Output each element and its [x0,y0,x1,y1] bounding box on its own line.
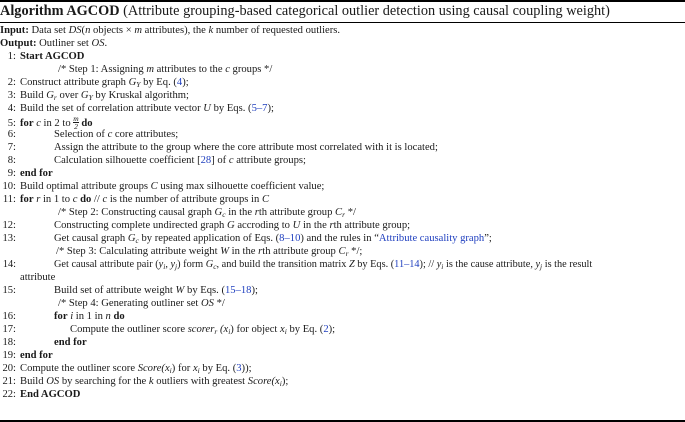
eq-ref-link[interactable]: 5–7 [251,103,268,114]
algorithm-description: (Attribute grouping-based categorical outlier detection using causal coupling weight) [123,3,610,19]
algorithm-name: Algorithm AGCOD [0,3,120,19]
line-20: 20: Compute the outliner score $Score(x_i)$ for $x_i$ by Eq. (3)); [2,363,252,375]
line-1: 1: Start AGCOD [7,51,85,62]
comment-step-4: /* Step 4: Generating outliner set OS */ [58,298,225,309]
line-5: 5: for c in 2 to $\frac{m}{2}$ do [7,114,93,131]
eq-ref-link[interactable]: 8–10 [279,233,301,244]
comment-step-1: /* Step 1: Assigning m attributes to the c groups */ [58,64,273,75]
header-rule [0,22,685,23]
line-9: 9: end for [7,168,53,179]
line-17: 17: Compute the outliner score scorer$_r$ $(x_i)$ for object $x_i$ by Eq. (2); [2,324,336,336]
line-16: 16: for i in 1 in n do [2,311,125,322]
line-8: 8: Calculation silhouette coefficient [28] of c attribute groups; [7,155,306,166]
eq-ref-link[interactable]: 15–18 [224,285,252,296]
line-3: 3: Build $G_r$ over $G_Y$ by Kruskal algorithm; [7,90,189,102]
section-ref-link[interactable]: Attribute causality graph [378,233,485,244]
input-line: Input: Data set DS(n objects × m attributes), the k number of requested outliers. [0,25,341,36]
eq-ref-link[interactable]: 2 [323,324,329,335]
line-10: 10: Build optimal attribute groups C using max silhouette coefficient value; [2,181,325,192]
line-22: 22: End AGCOD [2,389,81,400]
eq-ref-link[interactable]: 11–14 [394,259,420,270]
line-18: 18: end for [2,337,87,348]
line-14: 14: Get causal attribute pair ($y_i$, $y_j$) form $G_c$, and build the transition matrix Z by Eqs. (11–14); // $y_i$ is the cause attribute, $y_j$ is the result [2,259,593,271]
line-4: 4: Build the set of correlation attribute vector U by Eqs. (5–7); [7,103,274,114]
line-13: 13: Get causal graph $G_c$ by repeated application of Eqs. (8–10) and the rules in “Attribute causality graph”; [2,233,492,245]
line-7: 7: Assign the attribute to the group where the core attribute most correlated with it is located; [7,142,438,153]
line-2: 2: Construct attribute graph $G_Y$ by Eq. (4); [7,77,189,89]
eq-ref-link[interactable]: 4 [176,77,183,88]
algorithm-title [0,2,685,21]
comment-step-3: /* Step 3: Calculating attribute weight W in the rth attribute group $C_r$ */; [56,246,363,258]
line-11: 11: for r in 1 to c do // c is the number of attribute groups in C [2,194,270,205]
line-6: 6: Selection of c core attributes; [7,129,179,140]
fraction: $\frac{m}{2}$ [73,114,79,131]
line-15: 15: Build set of attribute weight W by Eqs. (15–18); [2,285,258,296]
comment-step-2: /* Step 2: Constructing causal graph $G_c$ in the rth attribute group $C_r$ */ [58,207,356,219]
citation-link[interactable]: 28 [200,155,212,166]
output-line: Output: Outliner set OS. [0,38,108,49]
line-14-continued: attribute [20,272,56,283]
line-19: 19: end for [2,350,53,361]
line-21: 21: Build OS by searching for the k outliers with greatest $Score(x_i)$; [2,376,289,388]
line-12: 12: Constructing complete undirected graph G accroding to U in the rth attribute group; [2,220,411,231]
eq-ref-link[interactable]: 3 [236,363,242,374]
